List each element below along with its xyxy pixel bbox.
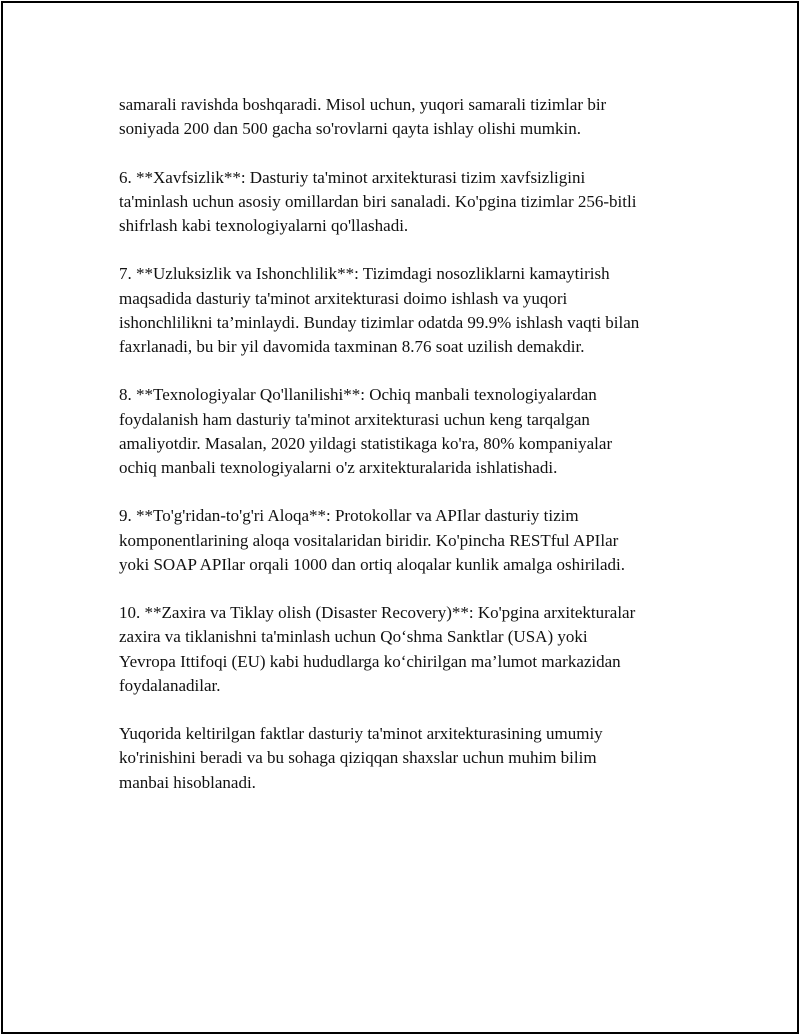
text-line: amaliyotdir. Masalan, 2020 yildagi statistikaga ko'ra, 80% kompaniyalar <box>119 433 613 453</box>
text-line: foydalanish ham dasturiy ta'minot arxitekturasi uchun keng tarqalgan <box>119 409 590 429</box>
text-line: Yuqorida keltirilgan faktlar dasturiy ta'minot arxitekturasining umumiy <box>119 724 603 744</box>
text-line: zaxira va tiklanishni ta'minlash uchun Qo‘shma Sanktlar (USA) yoki <box>119 627 588 647</box>
paragraph-disaster-recovery <box>119 601 719 698</box>
paragraph-communication <box>119 504 719 577</box>
paragraph-intro <box>119 93 719 141</box>
paragraph-reliability <box>119 262 719 359</box>
text-line: shifrlash kabi texnologiyalarni qo'llashadi. <box>119 216 409 235</box>
paragraph-conclusion <box>119 722 719 795</box>
text-line: 8. **Texnologiyalar Qo'llanilishi**: Ochiq manbali texnologiyalardan <box>119 385 597 405</box>
text-line: manbai hisoblanadi. <box>119 772 256 792</box>
text-line: ochiq manbali texnologiyalarni o'z arxitekturalarida ishlatishadi. <box>119 458 558 477</box>
paragraph-security <box>119 166 719 239</box>
document-body <box>119 93 719 819</box>
text-line: samarali ravishda boshqaradi. Misol uchun, yuqori samarali tizimlar bir <box>119 95 607 114</box>
text-line: soniyada 200 dan 500 gacha so'rovlarni qayta ishlay olishi mumkin. <box>119 119 581 139</box>
document-page <box>1 1 799 1034</box>
text-line: 6. **Xavfsizlik**: Dasturiy ta'minot arxitekturasi tizim xavfsizligini <box>119 167 586 187</box>
text-line: komponentlarining aloqa vositalaridan biridir. Ko'pincha RESTful APIlar <box>119 530 619 550</box>
text-line: maqsadida dasturiy ta'minot arxitekturasi doimo ishlash va yuqori <box>119 288 568 308</box>
paragraph-technologies <box>119 383 719 480</box>
text-line: ko'rinishini beradi va bu sohaga qiziqqan shaxslar uchun muhim bilim <box>119 748 597 768</box>
text-line: yoki SOAP APIlar orqali 1000 dan ortiq aloqalar kunlik amalga oshiriladi. <box>119 554 625 574</box>
text-line: 9. **To'g'ridan-to'g'ri Aloqa**: Protokollar va APIlar dasturiy tizim <box>119 506 579 526</box>
text-line: Yevropa Ittifoqi (EU) kabi hududlarga ko‘chirilgan ma’lumot markazidan <box>119 651 621 671</box>
text-line: ta'minlash uchun asosiy omillardan biri sanaladi. Ko'pgina tizimlar 256-bitli <box>119 191 637 211</box>
text-line: faxrlanadi, bu bir yil davomida taxminan 8.76 soat uzilish demakdir. <box>119 337 585 356</box>
text-line: foydalanadilar. <box>119 675 221 695</box>
text-line: 10. **Zaxira va Tiklay olish (Disaster Recovery)**: Ko'pgina arxitekturalar <box>119 603 636 623</box>
text-line: ishonchlilikni ta’minlaydi. Bunday tizimlar odatda 99.9% ishlash vaqti bilan <box>119 312 640 332</box>
text-line: 7. **Uzluksizlik va Ishonchlilik**: Tizimdagi nosozliklarni kamaytirish <box>119 264 610 284</box>
